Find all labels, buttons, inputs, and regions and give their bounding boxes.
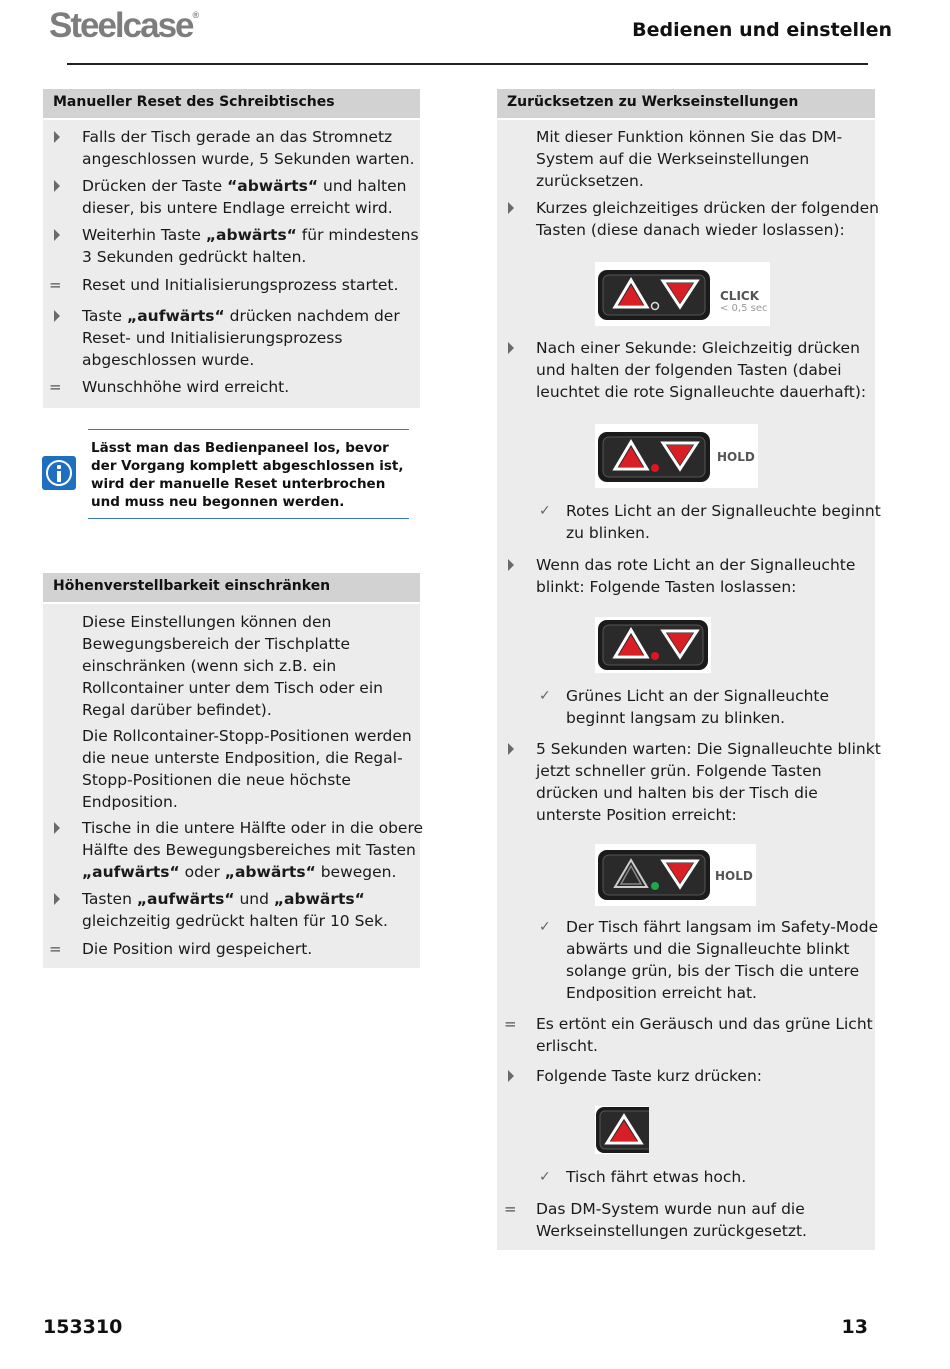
line: Folgende Taste kurz drücken: [536, 1067, 762, 1085]
arrow-bullet-icon [508, 202, 514, 214]
factory-reset-heading: Zurücksetzen zu Werkseinstellungen [497, 89, 875, 118]
line: zurücksetzen. [536, 172, 644, 190]
steelcase-logo [49, 6, 199, 46]
arrow-bullet-icon [54, 180, 60, 192]
line: erlischt. [536, 1037, 598, 1055]
line: Die Position wird gespeichert. [82, 940, 313, 958]
page-title: Bedienen und einstellen [632, 19, 892, 41]
line: leuchtet die rote Signalleuchte dauerhaft): [536, 383, 867, 401]
line: System auf die Werkseinstellungen [536, 150, 810, 168]
line: Wunschhöhe wird erreicht. [82, 378, 290, 396]
key-name: „abwärts“ [273, 890, 365, 908]
factory-check-2 [566, 685, 829, 729]
factory-step-2 [536, 337, 866, 403]
reset-step-4 [82, 305, 400, 371]
arrow-bullet-icon [54, 229, 60, 241]
signal-led-green [651, 882, 659, 890]
info-icon [42, 456, 76, 490]
check-bullet-icon: ✓ [539, 919, 551, 935]
factory-result-2 [536, 1198, 807, 1242]
line: gleichzeitig gedrückt halten für 10 Sek. [82, 912, 388, 930]
limit-paragraph-2 [82, 725, 412, 813]
arrow-bullet-icon [54, 310, 60, 322]
control-panel-click-image [595, 262, 770, 326]
arrow-bullet-icon [508, 559, 514, 571]
info-icon-bar [57, 471, 61, 482]
line: Lässt man das Bedienpaneel los, bevor [91, 440, 389, 456]
line [82, 861, 423, 883]
key-name: “abwärts“ [227, 177, 319, 195]
key-name: „abwärts“ [205, 226, 297, 244]
text: und halten [318, 177, 407, 195]
line [82, 175, 406, 197]
factory-step-3 [536, 554, 855, 598]
line [82, 224, 419, 246]
line: abwärts und die Signalleuchte blinkt [566, 940, 850, 958]
note-text [91, 439, 404, 511]
up-button-image [595, 1106, 649, 1154]
equals-bullet-icon: = [49, 940, 62, 958]
line: Kurzes gleichzeitiges drücken der folgenden [536, 199, 879, 217]
line: Endposition. [82, 793, 178, 811]
click-duration-label: < 0,5 sec [720, 303, 768, 314]
line: abgeschlossen wurde. [82, 351, 255, 369]
info-icon-dot [57, 465, 61, 469]
line: Der Tisch fährt langsam im Safety-Mode [566, 918, 879, 936]
factory-reset-intro [536, 126, 842, 192]
reset-step-1 [82, 126, 415, 170]
page-number: 13 [841, 1316, 868, 1338]
factory-check-3 [566, 916, 878, 1004]
up-button-svg [595, 1106, 649, 1154]
reset-heading: Manueller Reset des Schreibtisches [43, 89, 420, 118]
line: Wenn das rote Licht an der Signalleuchte [536, 556, 856, 574]
text: Tasten [82, 890, 137, 908]
line: beginnt langsam zu blinken. [566, 709, 786, 727]
text: für mindestens [296, 226, 419, 244]
arrow-bullet-icon [54, 893, 60, 905]
line: blinkt: Folgende Tasten loslassen: [536, 578, 797, 596]
reset-step-3 [82, 224, 419, 268]
arrow-bullet-icon [508, 342, 514, 354]
signal-led-red [651, 652, 659, 660]
line: Regal darüber befindet). [82, 701, 272, 719]
line: Reset und Initialisierungsprozess startet. [82, 276, 399, 294]
line: 5 Sekunden warten: Die Signalleuchte blinkt [536, 740, 881, 758]
logo-registered-mark: ® [192, 10, 200, 21]
reset-result-2 [82, 376, 289, 398]
line: Tische in die untere Hälfte oder in die obere [82, 819, 424, 837]
limit-step-1 [82, 817, 423, 883]
factory-result-1 [536, 1013, 873, 1057]
line: 3 Sekunden gedrückt halten. [82, 248, 307, 266]
equals-bullet-icon: = [504, 1200, 517, 1218]
line: Werkseinstellungen zurückgesetzt. [536, 1222, 807, 1240]
text: Weiterhin Taste [82, 226, 206, 244]
line: angeschlossen wurde, 5 Sekunden warten. [82, 150, 415, 168]
control-panel-release-image [595, 617, 711, 673]
equals-bullet-icon: = [504, 1015, 517, 1033]
factory-step-4 [536, 738, 881, 826]
line: Es ertönt ein Geräusch und das grüne Licht [536, 1015, 873, 1033]
line: Hälfte des Bewegungsbereiches mit Tasten [82, 841, 416, 859]
line: Rollcontainer unter dem Tisch oder ein [82, 679, 383, 697]
hold-label: HOLD [715, 869, 753, 883]
line: drücken und halten bis der Tisch die [536, 784, 818, 802]
line: Tisch fährt etwas hoch. [566, 1168, 747, 1186]
logo-text: Steelcase [49, 6, 193, 45]
line: Nach einer Sekunde: Gleichzeitig drücken [536, 339, 860, 357]
text: Drücken der Taste [82, 177, 228, 195]
line: der Vorgang komplett abgeschlossen ist, [91, 458, 404, 474]
line: Die Rollcontainer-Stopp-Positionen werden [82, 727, 412, 745]
key-name: „aufwärts“ [82, 863, 180, 881]
line: Falls der Tisch gerade an das Stromnetz [82, 128, 393, 146]
check-bullet-icon: ✓ [539, 503, 551, 519]
line: dieser, bis untere Endlage erreicht wird. [82, 199, 393, 217]
limit-heading: Höhenverstellbarkeit einschränken [43, 573, 420, 602]
control-panel-hold-green-image [595, 844, 756, 906]
header-divider [67, 63, 868, 65]
line: Mit dieser Funktion können Sie das DM- [536, 128, 843, 146]
line: und halten der folgenden Tasten (dabei [536, 361, 842, 379]
key-name: „aufwärts“ [127, 307, 225, 325]
control-panel-hold-red-image [595, 424, 758, 488]
reset-result-1 [82, 274, 398, 296]
reset-step-2 [82, 175, 406, 219]
factory-check-4 [566, 1166, 746, 1188]
key-name: „aufwärts“ [136, 890, 235, 908]
factory-step-1 [536, 197, 879, 241]
line: solange grün, bis der Tisch die untere [566, 962, 860, 980]
text: oder [179, 863, 225, 881]
arrow-bullet-icon [508, 1070, 514, 1082]
text: Taste [82, 307, 128, 325]
line: Reset- und Initialisierungsprozess [82, 329, 343, 347]
click-label: CLICK [720, 289, 760, 303]
line [82, 888, 388, 910]
hold-label: HOLD [717, 450, 755, 464]
line: jetzt schneller grün. Folgende Tasten [536, 762, 822, 780]
line: Endposition erreicht hat. [566, 984, 757, 1002]
line: Tasten (diese danach wieder loslassen): [536, 221, 845, 239]
limit-result [82, 938, 312, 960]
line: wird der manuelle Reset unterbrochen [91, 476, 386, 492]
equals-bullet-icon: = [49, 276, 62, 294]
arrow-bullet-icon [54, 131, 60, 143]
factory-step-5 [536, 1065, 762, 1087]
text: und [234, 890, 274, 908]
line: Bewegungsbereich der Tischplatte [82, 635, 351, 653]
line: Diese Einstellungen können den [82, 613, 332, 631]
arrow-bullet-icon [54, 822, 60, 834]
check-bullet-icon: ✓ [539, 1169, 551, 1185]
control-panel-release-svg [595, 617, 711, 673]
line: einschränken (wenn sich z.B. ein [82, 657, 337, 675]
check-bullet-icon: ✓ [539, 688, 551, 704]
line: Stopp-Positionen die neue höchste [82, 771, 351, 789]
line: und muss neu begonnen werden. [91, 494, 345, 510]
arrow-bullet-icon [508, 743, 514, 755]
line: die neue unterste Endposition, die Regal- [82, 749, 403, 767]
line: zu blinken. [566, 524, 650, 542]
limit-step-2 [82, 888, 388, 932]
text: bewegen. [315, 863, 397, 881]
signal-led-red [651, 464, 659, 472]
key-name: „abwärts“ [224, 863, 316, 881]
text: drücken nachdem der [224, 307, 400, 325]
equals-bullet-icon: = [49, 378, 62, 396]
line: unterste Position erreicht: [536, 806, 737, 824]
document-number: 153310 [43, 1316, 123, 1338]
factory-check-1 [566, 500, 881, 544]
line [82, 305, 400, 327]
note-bottom-rule [88, 518, 409, 519]
line: Grünes Licht an der Signalleuchte [566, 687, 830, 705]
limit-paragraph-1 [82, 611, 383, 721]
note-top-rule [88, 429, 409, 430]
line: Das DM-System wurde nun auf die [536, 1200, 805, 1218]
line: Rotes Licht an der Signalleuchte beginnt [566, 502, 881, 520]
